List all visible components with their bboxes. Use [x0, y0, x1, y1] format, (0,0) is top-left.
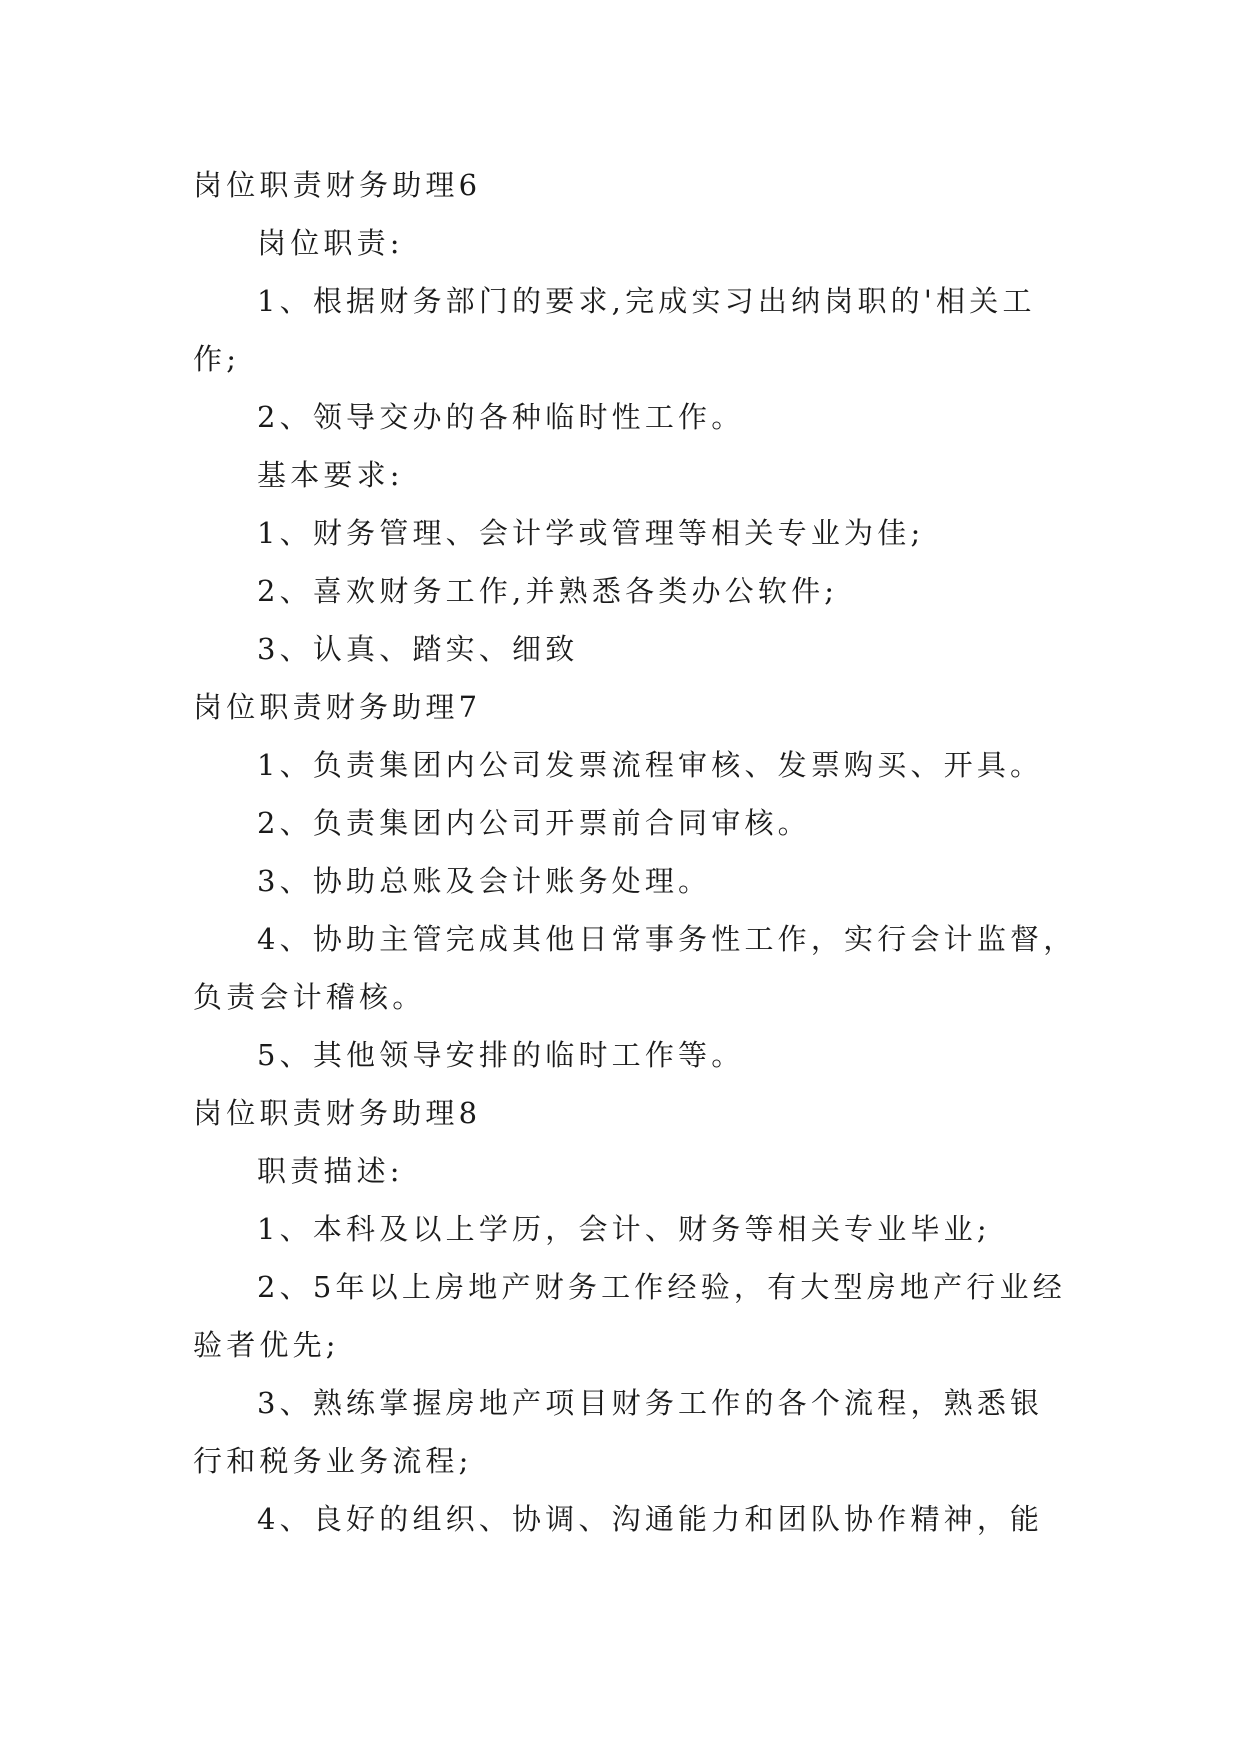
paragraph-line: 3、认真、踏实、细致: [257, 632, 579, 666]
paragraph-line: 1、本科及以上学历，会计、财务等相关专业毕业;: [257, 1212, 991, 1246]
paragraph-line: 行和税务业务流程;: [193, 1444, 473, 1478]
paragraph-line: 2、喜欢财务工作,并熟悉各类办公软件;: [257, 574, 839, 608]
paragraph-line: 1、财务管理、会计学或管理等相关专业为佳;: [257, 516, 925, 550]
subsection-label: 基本要求:: [257, 458, 404, 492]
paragraph-line: 3、熟练掌握房地产项目财务工作的各个流程，熟悉银: [257, 1386, 1044, 1420]
paragraph-line: 负责会计稽核。: [193, 980, 426, 1014]
paragraph-line: 作;: [193, 342, 241, 376]
document-body: [193, 156, 1077, 1548]
paragraph-line: 1、根据财务部门的要求,完成实习出纳岗职的'相关工: [257, 284, 1036, 318]
paragraph-line: 2、5年以上房地产财务工作经验，有大型房地产行业经: [257, 1270, 1066, 1304]
paragraph-line: 2、负责集团内公司开票前合同审核。: [257, 806, 811, 840]
section-title: 岗位职责财务助理7: [193, 690, 482, 724]
paragraph-line: 4、协助主管完成其他日常事务性工作，实行会计监督，: [257, 922, 1077, 956]
subsection-label: 职责描述:: [257, 1154, 404, 1188]
subsection-label: 岗位职责:: [257, 226, 404, 260]
section-title: 岗位职责财务助理6: [193, 168, 482, 202]
paragraph-line: 4、良好的组织、协调、沟通能力和团队协作精神，能: [257, 1502, 1044, 1536]
paragraph-line: 5、其他领导安排的临时工作等。: [257, 1038, 745, 1072]
paragraph-line: 2、领导交办的各种临时性工作。: [257, 400, 745, 434]
paragraph-line: 验者优先;: [193, 1328, 340, 1362]
section-title: 岗位职责财务助理8: [193, 1096, 482, 1130]
paragraph-line: 1、负责集团内公司发票流程审核、发票购买、开具。: [257, 748, 1044, 782]
paragraph-line: 3、协助总账及会计账务处理。: [257, 864, 712, 898]
